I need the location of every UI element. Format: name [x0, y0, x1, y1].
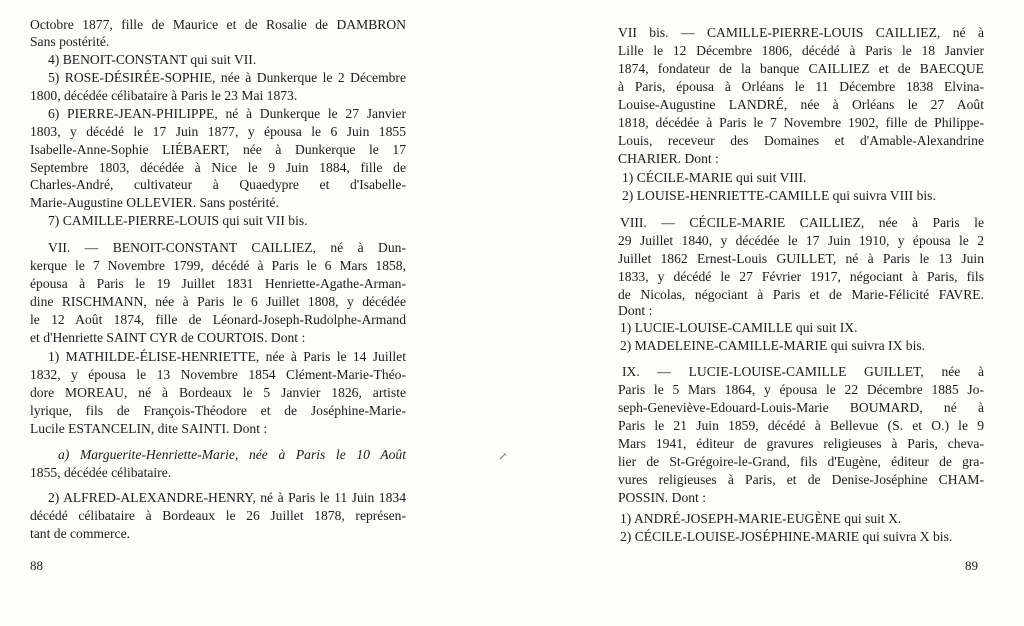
section-heading-ix: IX. — LUCIE-LOUISE-CAMILLE GUILLET, née à [622, 364, 984, 379]
text-line: Isabelle-Anne-Sophie LIÉBAERT, née à Dunkerque le 17 [30, 142, 406, 157]
text-line: 4) BENOIT-CONSTANT qui suit VII. [48, 52, 257, 67]
text-line: 1) LUCIE-LOUISE-CAMILLE qui suit IX. [620, 320, 858, 335]
text-line: kerque le 7 Novembre 1799, décédé à Paris le 6 Mars 1858, [30, 258, 406, 273]
text-line: décédé célibataire à Bordeaux le 26 Juillet 1878, représen- [30, 508, 406, 523]
page-number-left: 88 [30, 558, 43, 573]
text-line: vures religieuses à Paris, et de Denise-Joséphine CHAM- [618, 472, 984, 487]
text-line: Louise-Augustine LANDRÉ, née à Orléans le 27 Août [618, 97, 984, 112]
text-line: 2) CÉCILE-LOUISE-JOSÉPHINE-MARIE qui suivra X bis. [620, 529, 953, 544]
text-line: Lucile ESTANCELIN, dite SAINTI. Dont : [30, 421, 268, 436]
text-line: Sans postérité. [30, 34, 110, 49]
text-line: 1803, y décédé le 17 Juin 1877, y épousa le 6 Juin 1855 [30, 124, 406, 139]
text-line: Charles-André, cultivateur à Quaedypre et d'Isabelle- [30, 177, 406, 192]
text-line: Septembre 1803, décédée à Nice le 9 Juin 1884, fille de [30, 160, 406, 175]
text-line: lyrique, fils de François-Théodore et de Joséphine-Marie- [30, 403, 406, 418]
text-line: 1) CÉCILE-MARIE qui suit VIII. [622, 170, 807, 185]
gutter-mark: ↗ [498, 451, 508, 463]
text-line: 1832, y épousa le 13 Novembre 1854 Clément-Marie-Théo- [30, 367, 406, 382]
text-line: de Nicolas, négociant à Paris et de Marie-Félicité FAVRE. [618, 287, 984, 302]
page-number-right: 89 [965, 558, 978, 573]
text-line: 5) ROSE-DÉSIRÉE-SOPHIE, née à Dunkerque le 2 Décembre [48, 70, 406, 85]
text-line: 1800, décédée célibataire à Paris le 23 Mai 1873. [30, 88, 298, 103]
text-line: 1833, y décédé le 27 Février 1917, négociant à Paris, fils [618, 269, 984, 284]
text-line: 1874, fondateur de la banque CAILLIEZ et de BAECQUE [618, 61, 984, 76]
text-line: 1) ANDRÉ-JOSEPH-MARIE-EUGÈNE qui suit X. [620, 511, 902, 526]
text-line: 2) MADELEINE-CAMILLE-MARIE qui suivra IX bis. [620, 338, 926, 353]
text-line: 1855, décédée célibataire. [30, 465, 172, 480]
text-line: Lille le 12 Décembre 1806, décédé à Paris le 18 Janvier [618, 43, 984, 58]
text-line: CHARIER. Dont : [618, 151, 719, 166]
text-line: seph-Geneviève-Edouard-Louis-Marie BOUMARD, né à [618, 400, 984, 415]
text-line: a) Marguerite-Henriette-Marie, née à Paris le 10 Août [58, 447, 406, 462]
text-line: 2) LOUISE-HENRIETTE-CAMILLE qui suivra VIII bis. [622, 188, 936, 203]
text-line: dine RISCHMANN, née à Paris le 6 Juillet 1808, y décédée [30, 294, 406, 309]
text-line: Mars 1941, éditeur de gravures religieuses à Paris, cheva- [618, 436, 984, 451]
text-line: tant de commerce. [30, 526, 131, 541]
text-line: 1818, décédée à Paris le 7 Novembre 1902, fille de Philippe- [618, 115, 984, 130]
text-line: POSSIN. Dont : [618, 490, 707, 505]
text-line: Dont : [618, 303, 653, 318]
text-line: 1) MATHILDE-ÉLISE-HENRIETTE, née à Paris le 14 Juillet [48, 349, 406, 364]
text-line: le 12 Août 1874, fille de Léonard-Joseph-Rudolphe-Armand [30, 312, 406, 327]
text-line: 2) ALFRED-ALEXANDRE-HENRY, né à Paris le 11 Juin 1834 [48, 490, 406, 505]
text-line: 29 Juillet 1840, y décédée le 17 Juin 1910, y épousa le 2 [618, 233, 984, 248]
text-line: 7) CAMILLE-PIERRE-LOUIS qui suit VII bis. [48, 213, 308, 228]
section-heading-vii-bis: VII bis. — CAMILLE-PIERRE-LOUIS CAILLIEZ, né à [618, 25, 984, 40]
text-line: Paris le 5 Mars 1864, y épousa le 22 Décembre 1885 Jo- [618, 382, 984, 397]
text-line: lier de St-Grégoire-le-Grand, fils d'Eugène, éditeur de gra- [618, 454, 984, 469]
text-line: à Paris, épousa à Orléans le 11 Décembre 1838 Elvina- [618, 79, 984, 94]
text-line: Octobre 1877, fille de Maurice et de Rosalie de DAMBRON [30, 17, 406, 32]
text-line: Paris le 21 Juin 1859, décédé à Bellevue (S. et O.) le 9 [618, 418, 984, 433]
text-line: et d'Henriette SAINT CYR de COURTOIS. Dont : [30, 330, 306, 345]
text-line: 6) PIERRE-JEAN-PHILIPPE, né à Dunkerque le 27 Janvier [48, 106, 406, 121]
text-line: dore MOREAU, né à Bordeaux le 5 Janvier 1826, artiste [30, 385, 406, 400]
text-line: Marie-Augustine OLLEVIER. Sans postérité. [30, 195, 279, 210]
text-line: épousa à Paris le 19 Juillet 1831 Henriette-Agathe-Arman- [30, 276, 406, 291]
text-line: Louis, receveur des Domaines et d'Amable-Alexandrine [618, 133, 984, 148]
text-line: Juillet 1862 Ernest-Louis GUILLET, né à Paris le 13 Juin [618, 251, 984, 266]
section-heading-vii: VII. — BENOIT-CONSTANT CAILLIEZ, né à Dun- [48, 240, 406, 255]
section-heading-viii: VIII. — CÉCILE-MARIE CAILLIEZ, née à Paris le [620, 215, 984, 230]
